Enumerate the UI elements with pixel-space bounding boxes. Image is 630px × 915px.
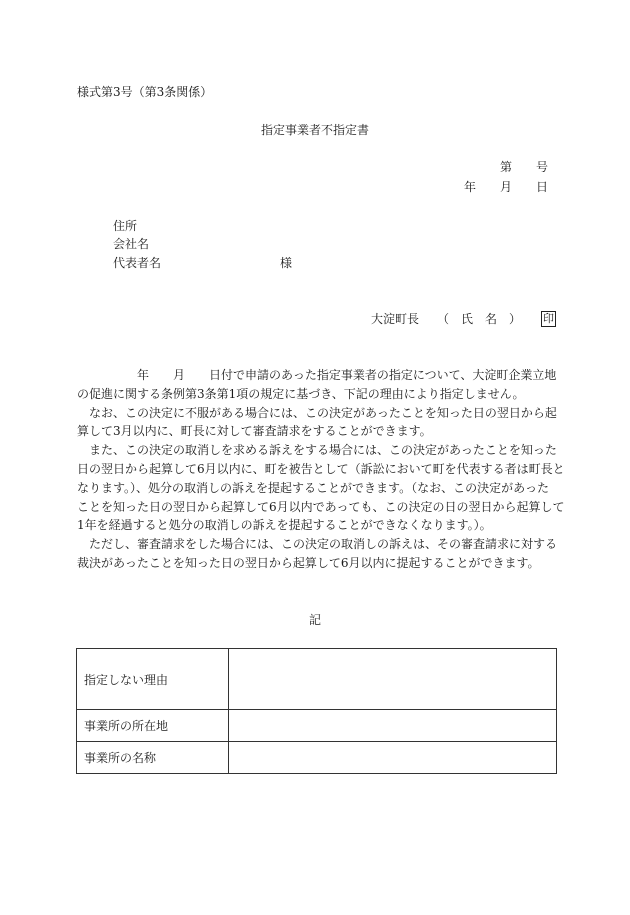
body-line: 算して3月以内に、町長に対して審査請求をすることができます。: [77, 424, 432, 439]
row-label-office-name: 事業所の名称: [77, 742, 229, 774]
body-line: なります。）、処分の取消しの訴えを提起することができます。（なお、この決定があった: [77, 480, 549, 495]
table-row: [77, 710, 557, 742]
row-label-reason: 指定しない理由: [77, 649, 229, 710]
row-value-location[interactable]: [229, 710, 557, 742]
body-line: 日の翌日から起算して6月以内に、町を被告として（訴訟において町を代表する者は町長と: [77, 461, 565, 476]
date-year: 年: [463, 180, 476, 194]
document-number-suffix: 号: [535, 160, 548, 174]
ki-heading: 記: [308, 613, 321, 627]
body-line: ことを知った日の翌日から起算して6月以内であっても、この決定の日の翌日から起算して: [77, 499, 565, 514]
body-line: 年 月 日付で申請のあった指定事業者の指定について、大淀町企業立地: [77, 368, 557, 382]
body-line: また、この決定の取消しを求める訴えをする場合には、この決定があったことを知った: [77, 443, 557, 458]
date-day: 日: [535, 180, 548, 194]
document-number: [500, 159, 548, 175]
body-line: ただし、審査請求をした場合には、この決定の取消しの訴えは、その審査請求に対する: [77, 537, 558, 552]
address-label: 住所: [113, 219, 138, 233]
document-number-prefix: 第: [499, 160, 512, 174]
table-row: [77, 649, 557, 710]
form-number-label: 様式第3号（第3条関係）: [77, 85, 213, 99]
issuer: [371, 311, 556, 328]
body-line: 1年を経過すると処分の取消しの訴えを提起することができなくなります。）。: [77, 518, 492, 533]
issuer-title: 大淀町長: [371, 312, 420, 326]
issuer-name-placeholder: （ 氏 名 ）: [437, 312, 522, 326]
seal-mark: 印: [543, 311, 555, 325]
representative-label: 代表者名: [113, 256, 162, 270]
issue-date: [464, 179, 548, 195]
row-label-location: 事業所の所在地: [77, 710, 229, 742]
honorific: 様: [280, 256, 293, 270]
row-value-reason[interactable]: [229, 649, 557, 710]
body-text: [77, 366, 565, 573]
body-line: 裁決があったことを知った日の翌日から起算して6月以内に提起することができます。: [77, 555, 540, 570]
table-row: [77, 742, 557, 774]
company-name-label: 会社名: [113, 237, 150, 251]
row-value-office-name[interactable]: [229, 742, 557, 774]
details-table: [76, 648, 557, 774]
document-title: 指定事業者不指定書: [260, 123, 369, 137]
body-line: の促進に関する条例第3条第1項の規定に基づき、下記の理由により指定しません。: [77, 386, 525, 401]
body-line: なお、この決定に不服がある場合には、この決定があったことを知った日の翌日から起: [77, 405, 557, 420]
date-month: 月: [499, 180, 512, 194]
